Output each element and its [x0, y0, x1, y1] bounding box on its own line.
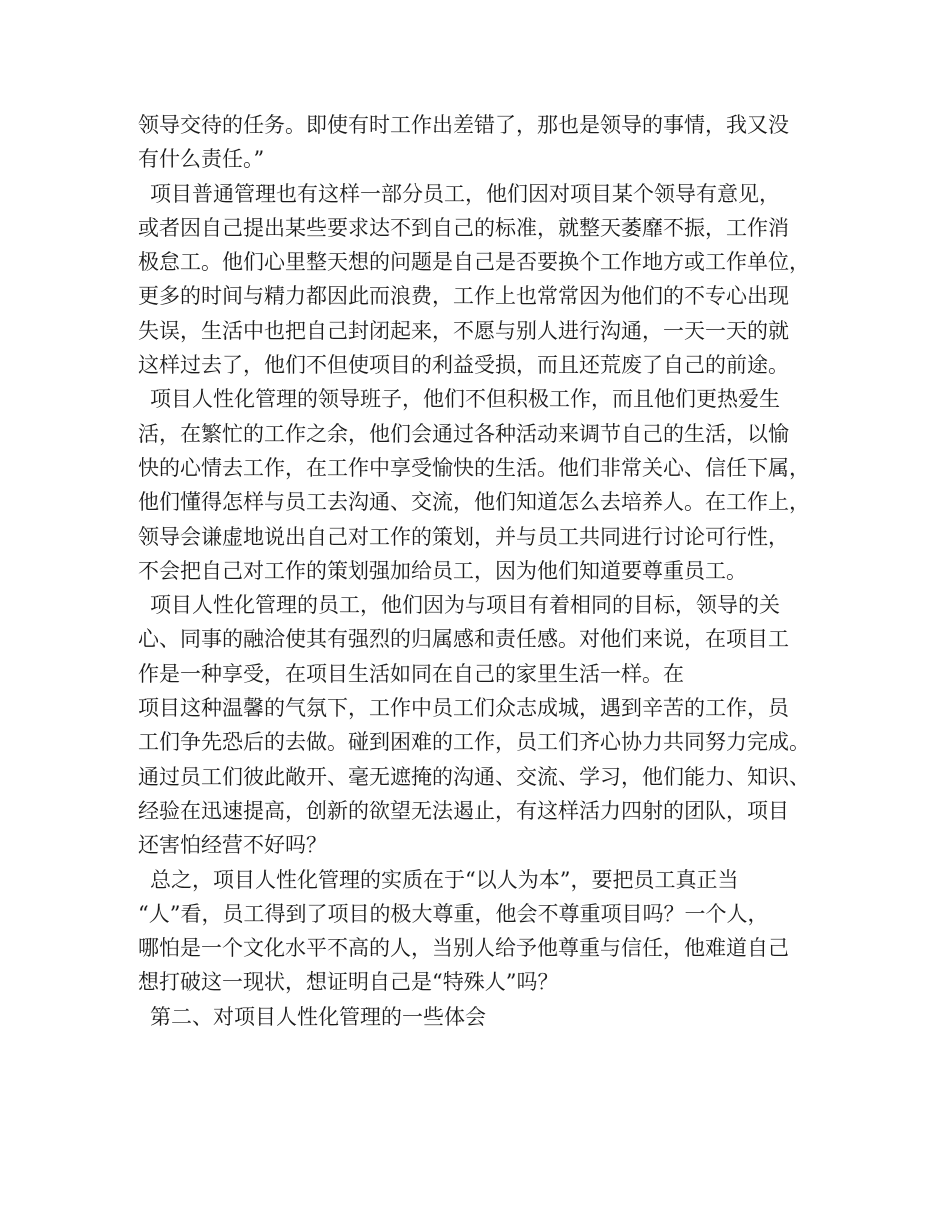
- text-line: 失误，生活中也把自己封闭起来，不愿与别人进行沟通，一天一天的就: [138, 318, 789, 343]
- paragraph-start-line: 总之，项目人性化管理的实质在于“以人为本”，要把员工真正当: [150, 867, 739, 892]
- text-line: “人”看，员工得到了项目的极大尊重，他会不尊重项目吗？一个人，: [138, 901, 769, 926]
- text-line: 想打破这一现状，想证明自己是“特殊人”吗？: [138, 970, 559, 995]
- body-text: [138, 108, 838, 1034]
- text-line: 快的心情去工作，在工作中享受愉快的生活。他们非常关心、信任下属，: [138, 455, 810, 480]
- paragraph-start-line: 项目人性化管理的员工，他们因为与项目有着相同的目标，领导的关: [150, 593, 780, 618]
- text-line: 极怠工。他们心里整天想的问题是自己是否要换个工作地方或工作单位，: [138, 250, 810, 275]
- text-line: 活，在繁忙的工作之余，他们会通过各种活动来调节自己的生活，以愉: [138, 421, 789, 446]
- text-line: 领导交待的任务。即使有时工作出差错了，那也是领导的事情，我又没: [138, 113, 789, 137]
- text-line: 不会把自己对工作的策划强加给员工，因为他们知道要尊重员工。: [138, 558, 747, 583]
- text-line: 经验在迅速提高，创新的欲望无法遏止，有这样活力四射的团队，项目: [138, 798, 789, 823]
- text-line: 哪怕是一个文化水平不高的人，当别人给予他尊重与信任，他难道自己: [138, 936, 789, 961]
- text-line: 领导会谦虚地说出自己对工作的策划，并与员工共同进行讨论可行性，: [138, 524, 789, 549]
- text-line: 更多的时间与精力都因此而浪费，工作上也常常因为他们的不专心出现: [138, 284, 789, 309]
- text-line: 这样过去了，他们不但使项目的利益受损，而且还荒废了自己的前途。: [138, 353, 789, 378]
- section-heading: 第二、对项目人性化管理的一些体会: [150, 1004, 486, 1029]
- text-line: 作是一种享受，在项目生活如同在自己的家里生活一样。在: [138, 661, 684, 686]
- paragraph-start-line: 项目普通管理也有这样一部分员工，他们因对项目某个领导有意见，: [150, 181, 780, 206]
- text-line: 还害怕经营不好吗？: [138, 833, 327, 858]
- text-line: 工们争先恐后的去做。碰到困难的工作，员工们齐心协力共同努力完成。: [138, 730, 810, 755]
- text-line: 或者因自己提出某些要求达不到自己的标准，就整天萎靡不振，工作消: [138, 215, 789, 240]
- text-line: 通过员工们彼此敞开、毫无遮掩的沟通、交流、学习，他们能力、知识、: [138, 764, 810, 789]
- paragraph-start-line: 项目人性化管理的领导班子，他们不但积极工作，而且他们更热爱生: [150, 387, 780, 412]
- text-line: 心、同事的融洽使其有强烈的归属感和责任感。对他们来说，在项目工: [138, 627, 789, 652]
- text-line: 他们懂得怎样与员工去沟通、交流，他们知道怎么去培养人。在工作上，: [138, 490, 810, 515]
- text-line: 有什么责任。”: [138, 147, 265, 172]
- text-line: 项目这种温馨的气氛下，工作中员工们众志成城，遇到辛苦的工作，员: [138, 696, 789, 721]
